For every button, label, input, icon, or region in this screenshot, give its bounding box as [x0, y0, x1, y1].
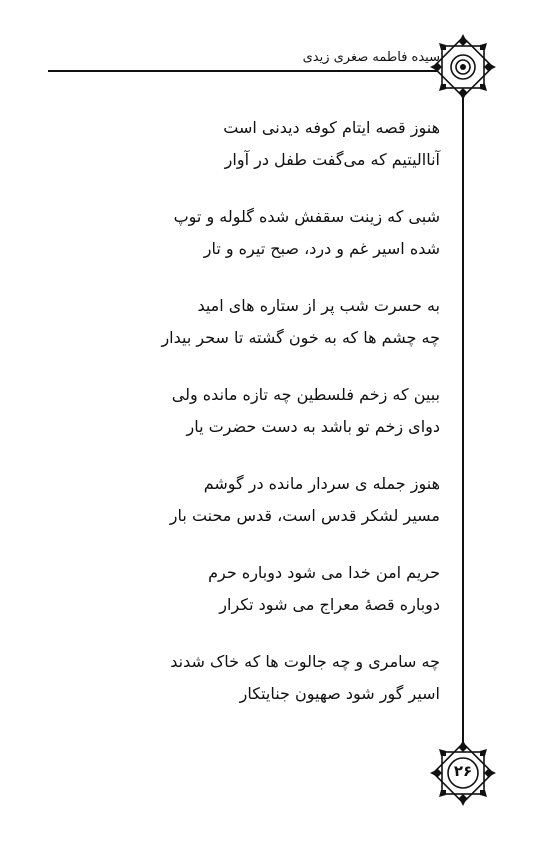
- side-rule: [462, 92, 464, 742]
- poem-stanza: [110, 557, 440, 621]
- poem-stanza: [110, 468, 440, 532]
- poem-line: چه چشم ها که به خون گشته تا سحر بیدار: [161, 328, 440, 347]
- poem-line: اسیر گور شود صهیون جنایتکار: [239, 684, 440, 703]
- poem-line: ببین که زخم فلسطین چه تازه مانده ولی: [171, 385, 440, 404]
- poem-line: دوای زخم تو باشد به دست حضرت یار: [186, 417, 440, 436]
- poem-line: به حسرت شب پر از ستاره های امید: [197, 296, 440, 315]
- page-number: ۲۶: [453, 762, 473, 780]
- running-header-title: سیده فاطمه صغری زیدی: [302, 50, 440, 65]
- poem-line: شبی که زینت سقفش شده گلوله و توپ: [173, 207, 440, 226]
- poem-body: [110, 112, 440, 735]
- poem-line: هنوز قصه ایتام کوفه دیدنی است: [223, 118, 440, 137]
- poem-stanza: [110, 379, 440, 443]
- poem-line: شده اسیر غم و درد، صبح تیره و تار: [203, 239, 440, 258]
- poem-stanza: [110, 201, 440, 265]
- poem-line: حریم امن خدا می شود دوباره حرم: [208, 563, 440, 582]
- ornamental-rosette-icon: [428, 32, 498, 102]
- poem-stanza: [110, 646, 440, 710]
- poem-stanza: [110, 112, 440, 176]
- header-rule: [48, 70, 438, 72]
- poem-line: مسیر لشکر قدس است، قدس محنت بار: [169, 506, 440, 525]
- poem-stanza: [110, 290, 440, 354]
- poem-line: دوباره قصهٔ معراج می شود تکرار: [219, 595, 440, 614]
- poem-line: آناالیتیم که می‌گفت طفل در آوار: [224, 150, 440, 169]
- poem-line: هنوز جمله ی سردار مانده در گوشم: [203, 474, 440, 493]
- poem-line: چه سامری و چه جالوت ها که خاک شدند: [170, 652, 440, 671]
